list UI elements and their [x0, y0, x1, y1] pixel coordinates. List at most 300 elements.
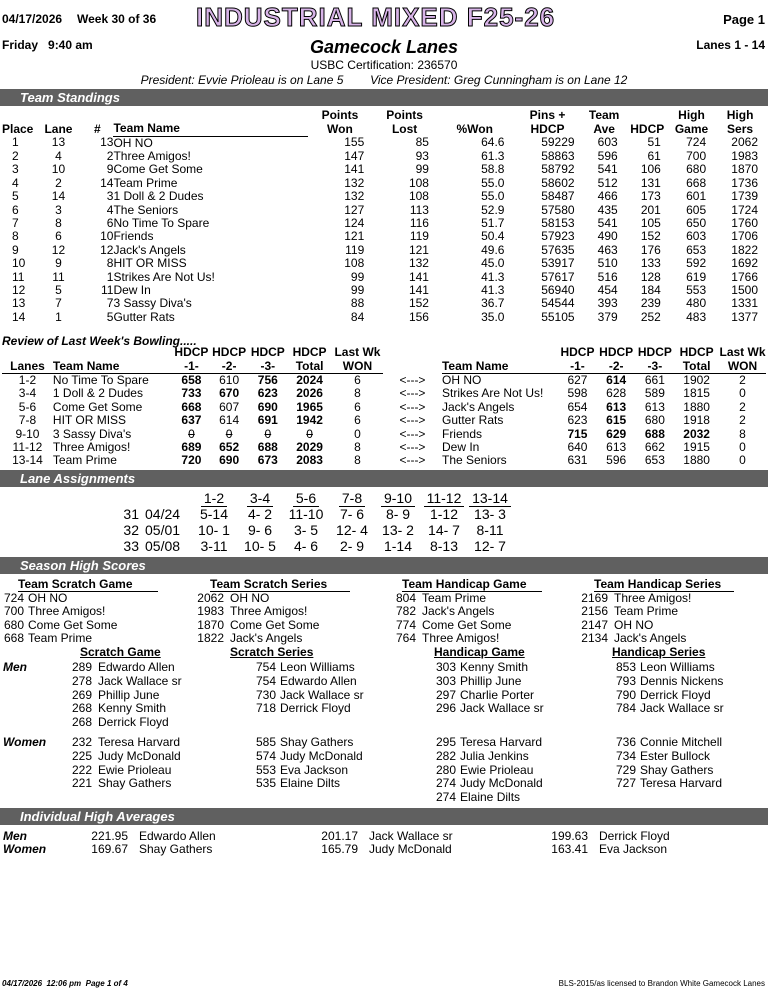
standings-cell: 156	[408, 309, 429, 324]
review-header: Last Wk WON	[719, 345, 766, 373]
review-score: 607	[219, 399, 240, 414]
individual-high-name: Shay Gathers	[98, 776, 172, 791]
standings-cell: 128	[640, 269, 661, 284]
review-score: 1815	[683, 386, 710, 401]
standings-cell: 619	[686, 269, 707, 284]
individual-high-title: Handicap Series	[612, 645, 706, 659]
standings-cell: 603	[597, 135, 618, 150]
review-score: 690	[219, 453, 240, 468]
standings-cell: 108	[408, 175, 429, 190]
lane-matchup: 3- 5	[293, 522, 319, 538]
review-row	[2, 374, 766, 388]
standings-cell: 8	[55, 215, 62, 230]
standings-cell: 99	[350, 269, 365, 284]
standings-row	[2, 163, 766, 176]
standings-cell: 59229	[541, 135, 575, 150]
standings-cell: 132	[344, 189, 365, 204]
standings-cell: 680	[686, 162, 707, 177]
review-won: 2	[739, 373, 746, 387]
individual-high-score: 853	[615, 660, 636, 674]
standings-cell: 58792	[541, 162, 575, 177]
individual-high-score: 736	[615, 735, 636, 749]
standings-cell: 668	[686, 175, 707, 190]
standings-cell: 52.9	[481, 202, 505, 217]
standings-row	[2, 177, 766, 190]
lane-matchup: 11-10	[288, 506, 324, 522]
lane-matchup: 12- 7	[474, 538, 506, 554]
standings-cell: 99	[415, 162, 429, 177]
standings-cell: 1724	[731, 202, 758, 217]
review-team-name: Dew In	[441, 440, 480, 455]
standings-cell: 155	[344, 135, 365, 150]
review-score: 680	[644, 413, 665, 428]
standings-cell: 463	[597, 242, 618, 257]
standings-cell: 14	[100, 175, 114, 190]
review-header: HDCP -1-	[558, 346, 597, 374]
team-high-score: 2147	[581, 617, 608, 632]
review-score: 1915	[683, 440, 710, 455]
individual-high-score: 268	[71, 715, 92, 730]
standings-cell: 49.6	[481, 242, 505, 257]
standings-cell: Friends	[113, 229, 154, 244]
standings-cell: 53917	[541, 256, 575, 271]
lanes-label: Lanes 1 - 14	[696, 38, 765, 52]
avg-name: Derrick Floyd	[599, 829, 670, 843]
avg-name: Shay Gathers	[139, 842, 213, 856]
standings-table	[2, 109, 766, 324]
officers: President: Evvie Prioleau is on Lane 5 Vice President: Greg Cunningham is on Lane 12	[140, 73, 628, 87]
individual-high-name: Derrick Floyd	[640, 687, 711, 702]
standings-cell: 1692	[731, 256, 758, 271]
team-high-score: 2134	[581, 631, 608, 646]
review-score: 1880	[683, 453, 710, 468]
review-header	[383, 346, 442, 374]
standings-cell: 650	[686, 215, 707, 230]
standings-cell: 2	[106, 148, 114, 163]
standings-cell: 466	[597, 189, 618, 204]
standings-cell: 58863	[541, 148, 575, 163]
standings-row	[2, 271, 766, 284]
standings-cell: 141	[408, 269, 429, 284]
week-number: 33	[123, 538, 139, 554]
review-title: Review of Last Week's Bowling.....	[2, 334, 197, 348]
individual-high-name: Teresa Harvard	[640, 776, 723, 791]
individual-high-name: Leon Williams	[640, 660, 715, 674]
individual-high-name: Dennis Nickens	[640, 673, 724, 688]
standings-cell: 8	[106, 256, 114, 271]
standings-cell: 108	[408, 189, 429, 204]
standings-row	[2, 311, 766, 324]
lane-matchup: 10- 5	[244, 538, 276, 554]
review-score: 661	[644, 373, 665, 387]
lane-matchup: 12- 4	[336, 522, 368, 538]
review-lanes: 11-12	[12, 440, 43, 455]
avg-value: 199.63	[551, 829, 588, 843]
review-header: HDCP Total	[287, 346, 332, 374]
standings-cell: 7	[106, 296, 114, 311]
review-row	[2, 441, 766, 454]
standings-cell: 1983	[731, 148, 758, 163]
lane-pair-header: 11-12	[421, 490, 467, 506]
standings-cell: 8	[12, 229, 19, 244]
standings-cell: 13	[12, 296, 26, 311]
versus-arrow: <--->	[399, 426, 426, 441]
review-score: 614	[219, 413, 240, 428]
standings-cell: Come Get Some	[113, 162, 203, 177]
standings-cell: 393	[597, 296, 618, 311]
review-team-name: No Time To Spare	[52, 373, 149, 387]
review-score: 756	[257, 373, 278, 387]
review-score: 1965	[296, 399, 323, 414]
review-row	[2, 414, 766, 427]
standings-cell: 55105	[541, 309, 575, 324]
standings-row	[2, 297, 766, 310]
review-score: 640	[567, 440, 588, 455]
individual-high-name: Kenny Smith	[98, 701, 167, 716]
standings-cell: Dew In	[113, 282, 151, 297]
review-score: 0	[306, 426, 313, 441]
individual-high-score: 297	[435, 687, 456, 702]
avg-name: Edwardo Allen	[139, 829, 216, 843]
standings-cell: 1766	[731, 269, 758, 284]
team-high-score: 782	[395, 604, 416, 619]
review-team-name: Team Prime	[52, 453, 117, 468]
review-row	[2, 401, 766, 414]
review-won: 2	[739, 399, 746, 414]
team-high-title: Team Handicap Game	[402, 577, 542, 592]
lane-pair-header: 5-6	[283, 490, 329, 506]
week-date: 04/24	[145, 506, 181, 522]
standings-cell: 1331	[731, 296, 758, 311]
team-high-name: OH NO	[28, 591, 68, 605]
individual-high-name: Elaine Dilts	[460, 790, 521, 805]
individual-high-score: 225	[71, 748, 92, 763]
week-label: Week 30 of 36	[77, 12, 157, 26]
standings-cell: 512	[597, 175, 618, 190]
standings-row	[2, 257, 766, 270]
standings-row	[2, 217, 766, 230]
review-won: 6	[354, 399, 361, 414]
review-score: 0	[188, 426, 195, 441]
standings-cell: 152	[408, 296, 429, 311]
standings-cell: 61	[647, 148, 661, 163]
standings-cell: 603	[686, 229, 707, 244]
standings-cell: 7	[55, 296, 62, 311]
standings-cell: 119	[409, 229, 429, 244]
standings-cell: 116	[409, 215, 429, 230]
review-score: 688	[257, 440, 278, 455]
review-score: 691	[257, 413, 278, 428]
page-label: Page 1	[723, 12, 765, 27]
individual-high-name: Eva Jackson	[280, 762, 349, 777]
review-score: 653	[644, 453, 665, 468]
league-title: INDUSTRIAL MIXED F25-26	[196, 2, 556, 32]
individual-high-score: 295	[435, 735, 456, 749]
team-high-score: 1870	[197, 617, 224, 632]
individual-high-score: 793	[615, 673, 636, 688]
individual-high-name: Jack Wallace sr	[98, 673, 182, 688]
standings-cell: 141	[408, 282, 429, 297]
review-score: 654	[567, 399, 588, 414]
day-time: Friday 9:40 am	[2, 38, 93, 52]
standings-cell: 1736	[731, 175, 758, 190]
individual-high-score: 221	[71, 776, 92, 791]
review-lanes: 13-14	[12, 453, 43, 468]
team-high-name: Jack's Angels	[230, 631, 303, 646]
individual-high-score: 734	[615, 748, 636, 763]
individual-high-score: 727	[615, 776, 636, 791]
standings-row	[2, 284, 766, 297]
lane-matchup: 14- 7	[428, 522, 460, 538]
standings-cell: 2062	[731, 135, 758, 150]
individual-high-score: 574	[255, 748, 276, 763]
standings-cell: 1377	[731, 309, 758, 324]
team-high-name: OH NO	[230, 591, 270, 605]
review-score: 613	[606, 440, 627, 455]
standings-cell: 4	[106, 202, 114, 217]
standings-cell: 12	[12, 282, 26, 297]
standings-cell: 6	[106, 215, 114, 230]
avg-value: 163.41	[551, 842, 588, 856]
standings-cell: No Time To Spare	[113, 215, 210, 230]
individual-high-name: Phillip June	[98, 687, 160, 702]
standings-cell: 601	[686, 189, 707, 204]
standings-cell: 1706	[731, 229, 758, 244]
versus-arrow: <--->	[399, 453, 426, 468]
team-high-name: Three Amigos!	[28, 604, 106, 619]
standings-cell: 99	[350, 282, 365, 297]
team-high-score: 1822	[197, 631, 224, 646]
review-team-name: HIT OR MISS	[52, 413, 127, 428]
lane-matchup: 4- 2	[247, 506, 273, 522]
standings-cell: 541	[597, 162, 618, 177]
review-won: 0	[354, 426, 361, 441]
lane-pair-header: 3-4	[237, 490, 283, 506]
standings-cell: 490	[597, 229, 618, 244]
review-lanes: 9-10	[15, 426, 40, 441]
standings-row	[2, 244, 766, 257]
standings-cell: 596	[597, 148, 618, 163]
standings-cell: 239	[640, 296, 661, 311]
review-header: HDCP -2-	[210, 346, 249, 374]
team-high-score: 804	[395, 591, 416, 605]
team-high-score: 2156	[581, 604, 608, 619]
review-score: 689	[181, 440, 202, 455]
lane-pair-header: 7-8	[329, 490, 375, 506]
standings-cell: 57617	[541, 269, 575, 284]
standings-cell: 7	[12, 215, 19, 230]
individual-high-score: 303	[435, 673, 456, 688]
standings-cell: 55.0	[481, 189, 505, 204]
standings-cell: Gutter Rats	[113, 309, 175, 324]
review-team-name: Gutter Rats	[441, 413, 504, 428]
avg-group-label: Women	[3, 842, 47, 856]
standings-cell: 1 Doll & 2 Dudes	[113, 189, 204, 204]
standings-cell: 9	[106, 162, 114, 177]
avg-name: Judy McDonald	[369, 842, 452, 856]
standings-header: %Won	[456, 121, 493, 136]
review-won: 0	[739, 453, 746, 468]
standings-cell: 510	[597, 256, 618, 271]
lane-pair-header: 13-14	[467, 490, 513, 506]
lane-matchup: 8- 9	[385, 506, 411, 522]
standings-header: Lane	[44, 121, 73, 136]
individual-high-name: Jack Wallace sr	[280, 687, 364, 702]
standings-cell: 121	[344, 229, 365, 244]
standings-cell: 10	[12, 256, 26, 271]
review-score: 670	[219, 386, 240, 401]
lane-assign-section-bar: Lane Assignments	[0, 470, 768, 487]
standings-row	[2, 150, 766, 163]
review-team-name: Friends	[441, 426, 482, 441]
standings-cell: 93	[415, 148, 429, 163]
individual-high-score: 269	[71, 687, 92, 702]
week-number: 31	[123, 506, 139, 522]
lane-matchup: 2- 9	[339, 538, 365, 554]
standings-cell: 516	[597, 269, 618, 284]
review-team-name: Three Amigos!	[52, 440, 131, 455]
review-score: 623	[257, 386, 278, 401]
lane-matchup: 13- 2	[382, 522, 414, 538]
individual-high-score: 296	[435, 701, 456, 716]
review-score: 2026	[296, 386, 323, 401]
certification: USBC Certification: 236570	[310, 58, 458, 72]
team-high-score: 700	[3, 604, 24, 619]
individual-high-score: 784	[615, 701, 636, 716]
standings-cell: 127	[344, 202, 365, 217]
standings-row	[2, 136, 766, 150]
review-score: 589	[644, 386, 665, 401]
lane-matchup: 8-11	[476, 522, 504, 538]
review-lanes: 3-4	[18, 386, 37, 401]
team-high-name: Three Amigos!	[614, 591, 692, 605]
standings-cell: 605	[686, 202, 707, 217]
standings-cell: 58602	[541, 175, 575, 190]
standings-cell: 57635	[541, 242, 575, 257]
individual-high-score: 274	[435, 776, 456, 791]
review-score: 720	[181, 453, 202, 468]
standings-cell: 435	[597, 202, 618, 217]
review-won: 8	[354, 440, 361, 455]
lane-assign-table	[115, 490, 513, 554]
team-high-title: Team Handicap Series	[594, 577, 734, 592]
lane-pair-header: 9-10	[375, 490, 421, 506]
standings-cell: 41.3	[481, 282, 505, 297]
standings-cell: OH NO	[113, 135, 153, 150]
review-won: 6	[354, 373, 361, 387]
lane-assign-row	[115, 538, 513, 554]
team-high-score: 1983	[197, 604, 224, 619]
standings-cell: HIT OR MISS	[113, 256, 187, 271]
review-score: 0	[264, 426, 272, 441]
lane-assign-row	[115, 506, 513, 522]
review-score: 662	[644, 440, 665, 455]
individual-high-name: Judy McDonald	[98, 748, 181, 763]
standings-cell: 1822	[731, 242, 758, 257]
standings-cell: 121	[408, 242, 429, 257]
standings-cell: 379	[597, 309, 618, 324]
individual-high-title: Scratch Series	[230, 645, 314, 659]
standings-cell: 12	[51, 242, 66, 257]
individual-high-name: Julia Jenkins	[460, 748, 529, 763]
standings-cell: 57580	[541, 202, 575, 217]
standings-cell: 108	[344, 256, 365, 271]
team-high-title: Team Scratch Game	[18, 577, 158, 592]
standings-cell: 147	[344, 148, 365, 163]
individual-high-name: Ewie Prioleau	[460, 762, 534, 777]
review-won: 8	[354, 386, 361, 401]
review-score: 0	[225, 426, 233, 441]
men-label: Men	[3, 660, 27, 674]
team-high-name: OH NO	[614, 617, 654, 632]
standings-cell: 553	[686, 282, 707, 297]
standings-cell: 119	[345, 242, 365, 257]
standings-cell: 58153	[541, 215, 575, 230]
review-score: 733	[181, 386, 202, 401]
review-header: HDCP -2-	[597, 346, 636, 374]
week-date: 05/08	[145, 538, 181, 554]
standings-cell: 13	[51, 135, 66, 150]
review-header: Team Name	[442, 346, 558, 374]
review-score: 690	[257, 399, 278, 414]
review-score: 623	[567, 413, 588, 428]
individual-high-score: 278	[71, 673, 92, 688]
lane-pair-header: 1-2	[191, 490, 237, 506]
review-won: 6	[354, 413, 361, 428]
lane-matchup: 5-14	[199, 506, 229, 522]
review-score: 628	[606, 386, 627, 401]
standings-cell: 592	[686, 256, 707, 271]
avg-value: 201.17	[321, 829, 358, 843]
standings-header: Points Lost	[386, 108, 423, 136]
review-score: 610	[219, 373, 240, 387]
standings-header: Pins + HDCP	[529, 108, 566, 136]
review-score: 613	[644, 399, 665, 414]
review-score: 614	[606, 373, 627, 387]
individual-high-score: 282	[435, 748, 456, 763]
standings-cell: 132	[344, 175, 365, 190]
standings-cell: 12	[100, 242, 114, 257]
individual-high-score: 718	[255, 701, 276, 716]
individual-high-score: 535	[255, 776, 276, 791]
standings-cell: 5	[12, 189, 19, 204]
team-high-name: Jack's Angels	[422, 604, 495, 619]
individual-high-score: 790	[615, 687, 636, 702]
review-score: 2083	[296, 453, 323, 468]
review-header: HDCP -3-	[248, 346, 287, 374]
standings-cell: 4	[55, 148, 62, 163]
individual-high-score: 289	[71, 660, 92, 674]
individual-high-title: Scratch Game	[80, 645, 161, 659]
standings-cell: 141	[344, 162, 365, 177]
review-score: 652	[219, 440, 240, 455]
versus-arrow: <--->	[399, 440, 426, 455]
individual-high-name: Derrick Floyd	[280, 701, 351, 716]
review-header: HDCP -3-	[636, 346, 675, 374]
center-name: Gamecock Lanes	[309, 37, 459, 57]
individual-high-name: Teresa Harvard	[98, 735, 181, 749]
review-score: 673	[257, 453, 278, 468]
standings-cell: Team Prime	[113, 175, 178, 190]
review-team-name: 1 Doll & 2 Dudes	[52, 386, 143, 401]
standings-cell: 1	[12, 135, 19, 150]
standings-cell: 184	[640, 282, 661, 297]
individual-high-score: 729	[615, 762, 636, 777]
standings-cell: 2	[12, 148, 19, 163]
standings-cell: 51.7	[481, 215, 505, 230]
standings-cell: 132	[408, 256, 429, 271]
standings-cell: 1	[55, 309, 62, 324]
